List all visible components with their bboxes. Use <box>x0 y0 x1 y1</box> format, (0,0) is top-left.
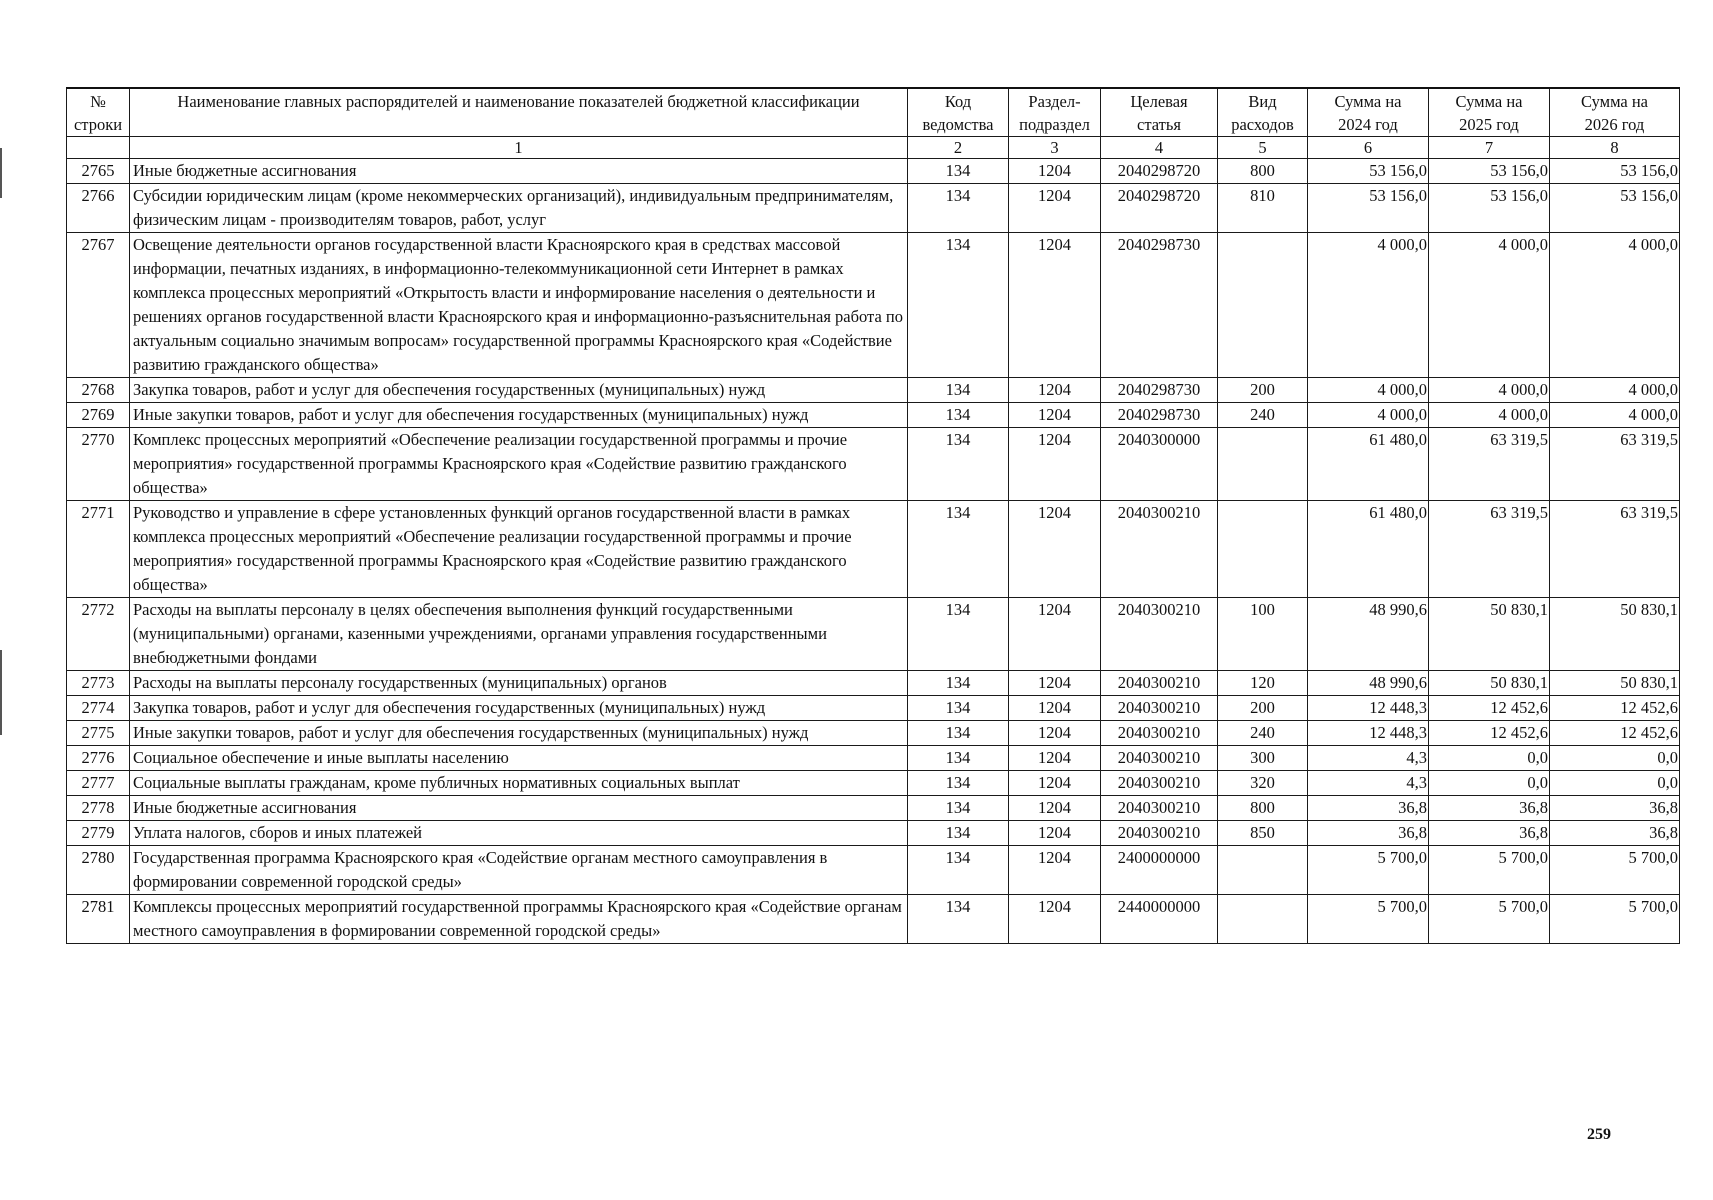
section-cell: 1204 <box>1009 403 1101 428</box>
target-article-cell: 2040300210 <box>1101 671 1218 696</box>
table-header <box>67 88 1680 159</box>
section-cell: 1204 <box>1009 184 1101 233</box>
target-article-cell: 2040298730 <box>1101 233 1218 378</box>
expense-type-cell: 320 <box>1218 771 1308 796</box>
section-cell: 1204 <box>1009 671 1101 696</box>
sum-2025-cell: 4 000,0 <box>1429 378 1550 403</box>
table-row <box>67 796 1680 821</box>
table-row <box>67 403 1680 428</box>
scan-artifact-mark <box>0 650 2 735</box>
column-number: 2 <box>908 137 1009 159</box>
dept-code-cell: 134 <box>908 501 1009 598</box>
target-article-cell: 2040300210 <box>1101 821 1218 846</box>
table-row <box>67 159 1680 184</box>
expense-type-cell <box>1218 846 1308 895</box>
expense-type-cell: 850 <box>1218 821 1308 846</box>
dept-code-cell: 134 <box>908 378 1009 403</box>
table-row <box>67 598 1680 671</box>
table-body <box>67 159 1680 944</box>
expense-type-cell: 200 <box>1218 696 1308 721</box>
target-article-cell: 2040300210 <box>1101 746 1218 771</box>
sum-2024-cell: 4 000,0 <box>1308 403 1429 428</box>
header-expense-type: Вид расходов <box>1218 88 1308 137</box>
row-number-cell: 2780 <box>67 846 130 895</box>
sum-2025-cell: 0,0 <box>1429 746 1550 771</box>
dept-code-cell: 134 <box>908 771 1009 796</box>
target-article-cell: 2040298730 <box>1101 378 1218 403</box>
section-cell: 1204 <box>1009 233 1101 378</box>
row-number-cell: 2776 <box>67 746 130 771</box>
column-number <box>67 137 130 159</box>
section-cell: 1204 <box>1009 821 1101 846</box>
expense-type-cell <box>1218 233 1308 378</box>
section-cell: 1204 <box>1009 696 1101 721</box>
column-number-row <box>67 137 1680 159</box>
row-name-cell: Комплекс процессных мероприятий «Обеспечение реализации государственной программы и прочие мероприятия» государственной программы Красноярского края «Содействие развитию гражданского общества» <box>130 428 908 501</box>
sum-2024-cell: 12 448,3 <box>1308 696 1429 721</box>
sum-2026-cell: 53 156,0 <box>1550 159 1680 184</box>
section-cell: 1204 <box>1009 378 1101 403</box>
sum-2026-cell: 4 000,0 <box>1550 233 1680 378</box>
header-sum-2026: Сумма на 2026 год <box>1550 88 1680 137</box>
sum-2026-cell: 5 700,0 <box>1550 846 1680 895</box>
sum-2025-cell: 53 156,0 <box>1429 159 1550 184</box>
row-name-cell: Закупка товаров, работ и услуг для обеспечения государственных (муниципальных) нужд <box>130 378 908 403</box>
dept-code-cell: 134 <box>908 233 1009 378</box>
sum-2026-cell: 36,8 <box>1550 821 1680 846</box>
expense-type-cell: 200 <box>1218 378 1308 403</box>
table-row <box>67 746 1680 771</box>
column-number: 8 <box>1550 137 1680 159</box>
section-cell: 1204 <box>1009 501 1101 598</box>
sum-2025-cell: 0,0 <box>1429 771 1550 796</box>
sum-2024-cell: 61 480,0 <box>1308 428 1429 501</box>
header-dept-code: Код ведомства <box>908 88 1009 137</box>
target-article-cell: 2040300210 <box>1101 771 1218 796</box>
row-name-cell: Иные бюджетные ассигнования <box>130 159 908 184</box>
dept-code-cell: 134 <box>908 895 1009 944</box>
sum-2024-cell: 12 448,3 <box>1308 721 1429 746</box>
target-article-cell: 2040300210 <box>1101 501 1218 598</box>
row-number-cell: 2771 <box>67 501 130 598</box>
dept-code-cell: 134 <box>908 671 1009 696</box>
row-name-cell: Освещение деятельности органов государственной власти Красноярского края в средствах массовой информации, печатных изданиях, в информационно-телекоммуникационной сети Интернет в рамках комплекса процессных мероприятий «Открытость власти и информирование населения о деятельности и решениях органов государственной власти Красноярского края и информационно-разъяснительная работа по актуальным социально значимым вопросам» государственной программы Красноярского края «Содействие развитию гражданского общества» <box>130 233 908 378</box>
row-number-cell: 2768 <box>67 378 130 403</box>
table-row <box>67 821 1680 846</box>
sum-2026-cell: 53 156,0 <box>1550 184 1680 233</box>
header-target-article: Целевая статья <box>1101 88 1218 137</box>
sum-2025-cell: 4 000,0 <box>1429 403 1550 428</box>
table-row <box>67 671 1680 696</box>
dept-code-cell: 134 <box>908 846 1009 895</box>
row-name-cell: Субсидии юридическим лицам (кроме некоммерческих организаций), индивидуальным предпринимателям, физическим лицам - производителям товаров, работ, услуг <box>130 184 908 233</box>
sum-2024-cell: 53 156,0 <box>1308 159 1429 184</box>
row-number-cell: 2770 <box>67 428 130 501</box>
column-number: 3 <box>1009 137 1101 159</box>
expense-type-cell: 240 <box>1218 403 1308 428</box>
row-name-cell: Иные закупки товаров, работ и услуг для обеспечения государственных (муниципальных) нужд <box>130 403 908 428</box>
section-cell: 1204 <box>1009 428 1101 501</box>
header-sum-2025: Сумма на 2025 год <box>1429 88 1550 137</box>
sum-2025-cell: 53 156,0 <box>1429 184 1550 233</box>
row-number-cell: 2774 <box>67 696 130 721</box>
table-row <box>67 184 1680 233</box>
sum-2026-cell: 50 830,1 <box>1550 598 1680 671</box>
table-row <box>67 233 1680 378</box>
row-number-cell: 2778 <box>67 796 130 821</box>
sum-2025-cell: 4 000,0 <box>1429 233 1550 378</box>
section-cell: 1204 <box>1009 746 1101 771</box>
target-article-cell: 2440000000 <box>1101 895 1218 944</box>
sum-2024-cell: 4,3 <box>1308 771 1429 796</box>
sum-2026-cell: 63 319,5 <box>1550 428 1680 501</box>
table-row <box>67 721 1680 746</box>
sum-2026-cell: 50 830,1 <box>1550 671 1680 696</box>
row-name-cell: Иные бюджетные ассигнования <box>130 796 908 821</box>
target-article-cell: 2040300210 <box>1101 796 1218 821</box>
sum-2024-cell: 5 700,0 <box>1308 895 1429 944</box>
row-number-cell: 2767 <box>67 233 130 378</box>
header-row <box>67 88 1680 137</box>
expense-type-cell <box>1218 428 1308 501</box>
table-row <box>67 895 1680 944</box>
sum-2025-cell: 12 452,6 <box>1429 696 1550 721</box>
column-number: 4 <box>1101 137 1218 159</box>
sum-2026-cell: 12 452,6 <box>1550 696 1680 721</box>
sum-2024-cell: 48 990,6 <box>1308 671 1429 696</box>
sum-2025-cell: 63 319,5 <box>1429 501 1550 598</box>
expense-type-cell: 300 <box>1218 746 1308 771</box>
header-sum-2024: Сумма на 2024 год <box>1308 88 1429 137</box>
sum-2025-cell: 5 700,0 <box>1429 846 1550 895</box>
sum-2026-cell: 5 700,0 <box>1550 895 1680 944</box>
sum-2026-cell: 0,0 <box>1550 746 1680 771</box>
row-number-cell: 2773 <box>67 671 130 696</box>
dept-code-cell: 134 <box>908 696 1009 721</box>
sum-2024-cell: 4,3 <box>1308 746 1429 771</box>
sum-2026-cell: 36,8 <box>1550 796 1680 821</box>
target-article-cell: 2040298720 <box>1101 159 1218 184</box>
section-cell: 1204 <box>1009 598 1101 671</box>
sum-2024-cell: 48 990,6 <box>1308 598 1429 671</box>
row-number-cell: 2779 <box>67 821 130 846</box>
expense-type-cell: 800 <box>1218 159 1308 184</box>
budget-table <box>66 87 1680 944</box>
dept-code-cell: 134 <box>908 746 1009 771</box>
sum-2025-cell: 63 319,5 <box>1429 428 1550 501</box>
header-name: Наименование главных распорядителей и наименование показателей бюджетной классификации <box>130 88 908 137</box>
table-row <box>67 846 1680 895</box>
column-number: 1 <box>130 137 908 159</box>
dept-code-cell: 134 <box>908 403 1009 428</box>
dept-code-cell: 134 <box>908 721 1009 746</box>
header-row-number: № строки <box>67 88 130 137</box>
sum-2025-cell: 50 830,1 <box>1429 671 1550 696</box>
row-number-cell: 2781 <box>67 895 130 944</box>
section-cell: 1204 <box>1009 721 1101 746</box>
section-cell: 1204 <box>1009 159 1101 184</box>
scan-artifact-mark <box>0 148 2 198</box>
sum-2026-cell: 0,0 <box>1550 771 1680 796</box>
sum-2024-cell: 5 700,0 <box>1308 846 1429 895</box>
row-number-cell: 2769 <box>67 403 130 428</box>
target-article-cell: 2040298730 <box>1101 403 1218 428</box>
section-cell: 1204 <box>1009 846 1101 895</box>
row-name-cell: Руководство и управление в сфере установленных функций органов государственной власти в рамках комплекса процессных мероприятий «Обеспечение реализации государственной программы и прочие мероприятия» государственной программы Красноярского края «Содействие развитию гражданского общества» <box>130 501 908 598</box>
section-cell: 1204 <box>1009 796 1101 821</box>
dept-code-cell: 134 <box>908 796 1009 821</box>
table-row <box>67 428 1680 501</box>
table-row <box>67 696 1680 721</box>
expense-type-cell <box>1218 501 1308 598</box>
target-article-cell: 2040298720 <box>1101 184 1218 233</box>
target-article-cell: 2040300210 <box>1101 696 1218 721</box>
column-number: 7 <box>1429 137 1550 159</box>
header-section: Раздел- подраздел <box>1009 88 1101 137</box>
sum-2025-cell: 36,8 <box>1429 796 1550 821</box>
dept-code-cell: 134 <box>908 184 1009 233</box>
dept-code-cell: 134 <box>908 428 1009 501</box>
sum-2024-cell: 53 156,0 <box>1308 184 1429 233</box>
target-article-cell: 2040300210 <box>1101 598 1218 671</box>
row-name-cell: Закупка товаров, работ и услуг для обеспечения государственных (муниципальных) нужд <box>130 696 908 721</box>
row-name-cell: Комплексы процессных мероприятий государственной программы Красноярского края «Содействие органам местного самоуправления в формировании современной городской среды» <box>130 895 908 944</box>
sum-2024-cell: 4 000,0 <box>1308 378 1429 403</box>
row-name-cell: Расходы на выплаты персоналу в целях обеспечения выполнения функций государственными (муниципальными) органами, казенными учреждениями, органами управления государственными внебюджетными фондами <box>130 598 908 671</box>
table-row <box>67 378 1680 403</box>
target-article-cell: 2040300000 <box>1101 428 1218 501</box>
row-number-cell: 2775 <box>67 721 130 746</box>
row-name-cell: Расходы на выплаты персоналу государственных (муниципальных) органов <box>130 671 908 696</box>
expense-type-cell: 100 <box>1218 598 1308 671</box>
row-number-cell: 2777 <box>67 771 130 796</box>
table-row <box>67 771 1680 796</box>
row-name-cell: Государственная программа Красноярского края «Содействие органам местного самоуправления в формировании современной городской среды» <box>130 846 908 895</box>
target-article-cell: 2400000000 <box>1101 846 1218 895</box>
row-name-cell: Иные закупки товаров, работ и услуг для обеспечения государственных (муниципальных) нужд <box>130 721 908 746</box>
sum-2025-cell: 36,8 <box>1429 821 1550 846</box>
table-row <box>67 501 1680 598</box>
row-number-cell: 2765 <box>67 159 130 184</box>
dept-code-cell: 134 <box>908 159 1009 184</box>
column-number: 5 <box>1218 137 1308 159</box>
section-cell: 1204 <box>1009 895 1101 944</box>
sum-2026-cell: 12 452,6 <box>1550 721 1680 746</box>
row-number-cell: 2766 <box>67 184 130 233</box>
sum-2024-cell: 61 480,0 <box>1308 501 1429 598</box>
sum-2024-cell: 36,8 <box>1308 796 1429 821</box>
target-article-cell: 2040300210 <box>1101 721 1218 746</box>
sum-2025-cell: 12 452,6 <box>1429 721 1550 746</box>
sum-2025-cell: 5 700,0 <box>1429 895 1550 944</box>
page-number: 259 <box>1587 1126 1611 1143</box>
expense-type-cell: 810 <box>1218 184 1308 233</box>
sum-2025-cell: 50 830,1 <box>1429 598 1550 671</box>
expense-type-cell <box>1218 895 1308 944</box>
sum-2026-cell: 63 319,5 <box>1550 501 1680 598</box>
dept-code-cell: 134 <box>908 598 1009 671</box>
row-name-cell: Социальные выплаты гражданам, кроме публичных нормативных социальных выплат <box>130 771 908 796</box>
section-cell: 1204 <box>1009 771 1101 796</box>
row-name-cell: Уплата налогов, сборов и иных платежей <box>130 821 908 846</box>
sum-2024-cell: 4 000,0 <box>1308 233 1429 378</box>
expense-type-cell: 800 <box>1218 796 1308 821</box>
dept-code-cell: 134 <box>908 821 1009 846</box>
row-number-cell: 2772 <box>67 598 130 671</box>
column-number: 6 <box>1308 137 1429 159</box>
expense-type-cell: 120 <box>1218 671 1308 696</box>
sum-2026-cell: 4 000,0 <box>1550 403 1680 428</box>
row-name-cell: Социальное обеспечение и иные выплаты населению <box>130 746 908 771</box>
sum-2024-cell: 36,8 <box>1308 821 1429 846</box>
expense-type-cell: 240 <box>1218 721 1308 746</box>
sum-2026-cell: 4 000,0 <box>1550 378 1680 403</box>
